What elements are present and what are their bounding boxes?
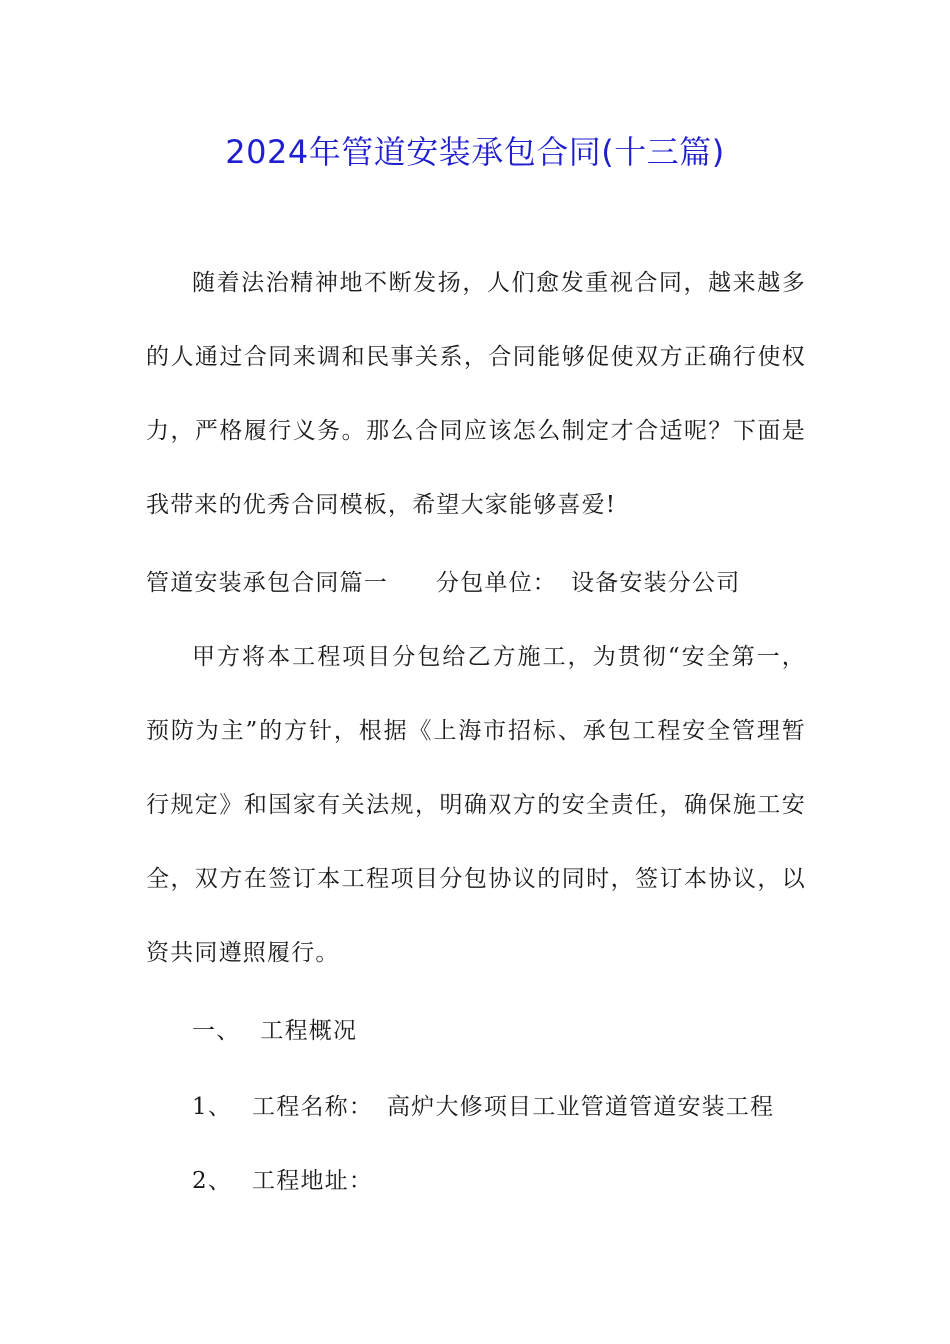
list-item-number: 1、: [192, 1094, 233, 1120]
list-item-label: 工程地址：: [252, 1168, 374, 1194]
subcontractor-value: 设备安装分公司: [571, 570, 741, 596]
section-heading: [146, 566, 740, 600]
subcontractor-label: 分包单位：: [436, 570, 557, 596]
body-paragraph: 甲方将本工程项目分包给乙方施工，为贯彻“安全第一，预防为主”的方针，根据《上海市招标、承包工程安全管理暂行规定》和国家有关法规，明确双方的安全责任，确保施工安全，双方在签订本工程项目分包协议的同时，签订本协议，以资共同遵照履行。: [146, 644, 806, 966]
document-title: 2024年管道安装承包合同(十三篇): [225, 133, 725, 171]
outline-item: [192, 1014, 357, 1048]
list-item-project-name: [192, 1090, 774, 1124]
list-item-label: 工程名称：: [252, 1094, 374, 1120]
list-item-value: 高炉大修项目工业管道管道安装工程: [387, 1094, 775, 1120]
outline-item-text: 工程概况: [260, 1018, 358, 1044]
list-item-project-address: [192, 1164, 373, 1198]
intro-paragraph: 随着法治精神地不断发扬，人们愈发重视合同，越来越多的人通过合同来调和民事关系，合同能够促使双方正确行使权力，严格履行义务。那么合同应该怎么制定才合适呢？下面是我带来的优秀合同模板，希望大家能够喜爱!: [146, 270, 806, 518]
outline-item-number: 一、: [192, 1018, 241, 1044]
list-item-number: 2、: [192, 1168, 233, 1194]
section-heading-label: 管道安装承包合同篇一: [146, 570, 388, 596]
